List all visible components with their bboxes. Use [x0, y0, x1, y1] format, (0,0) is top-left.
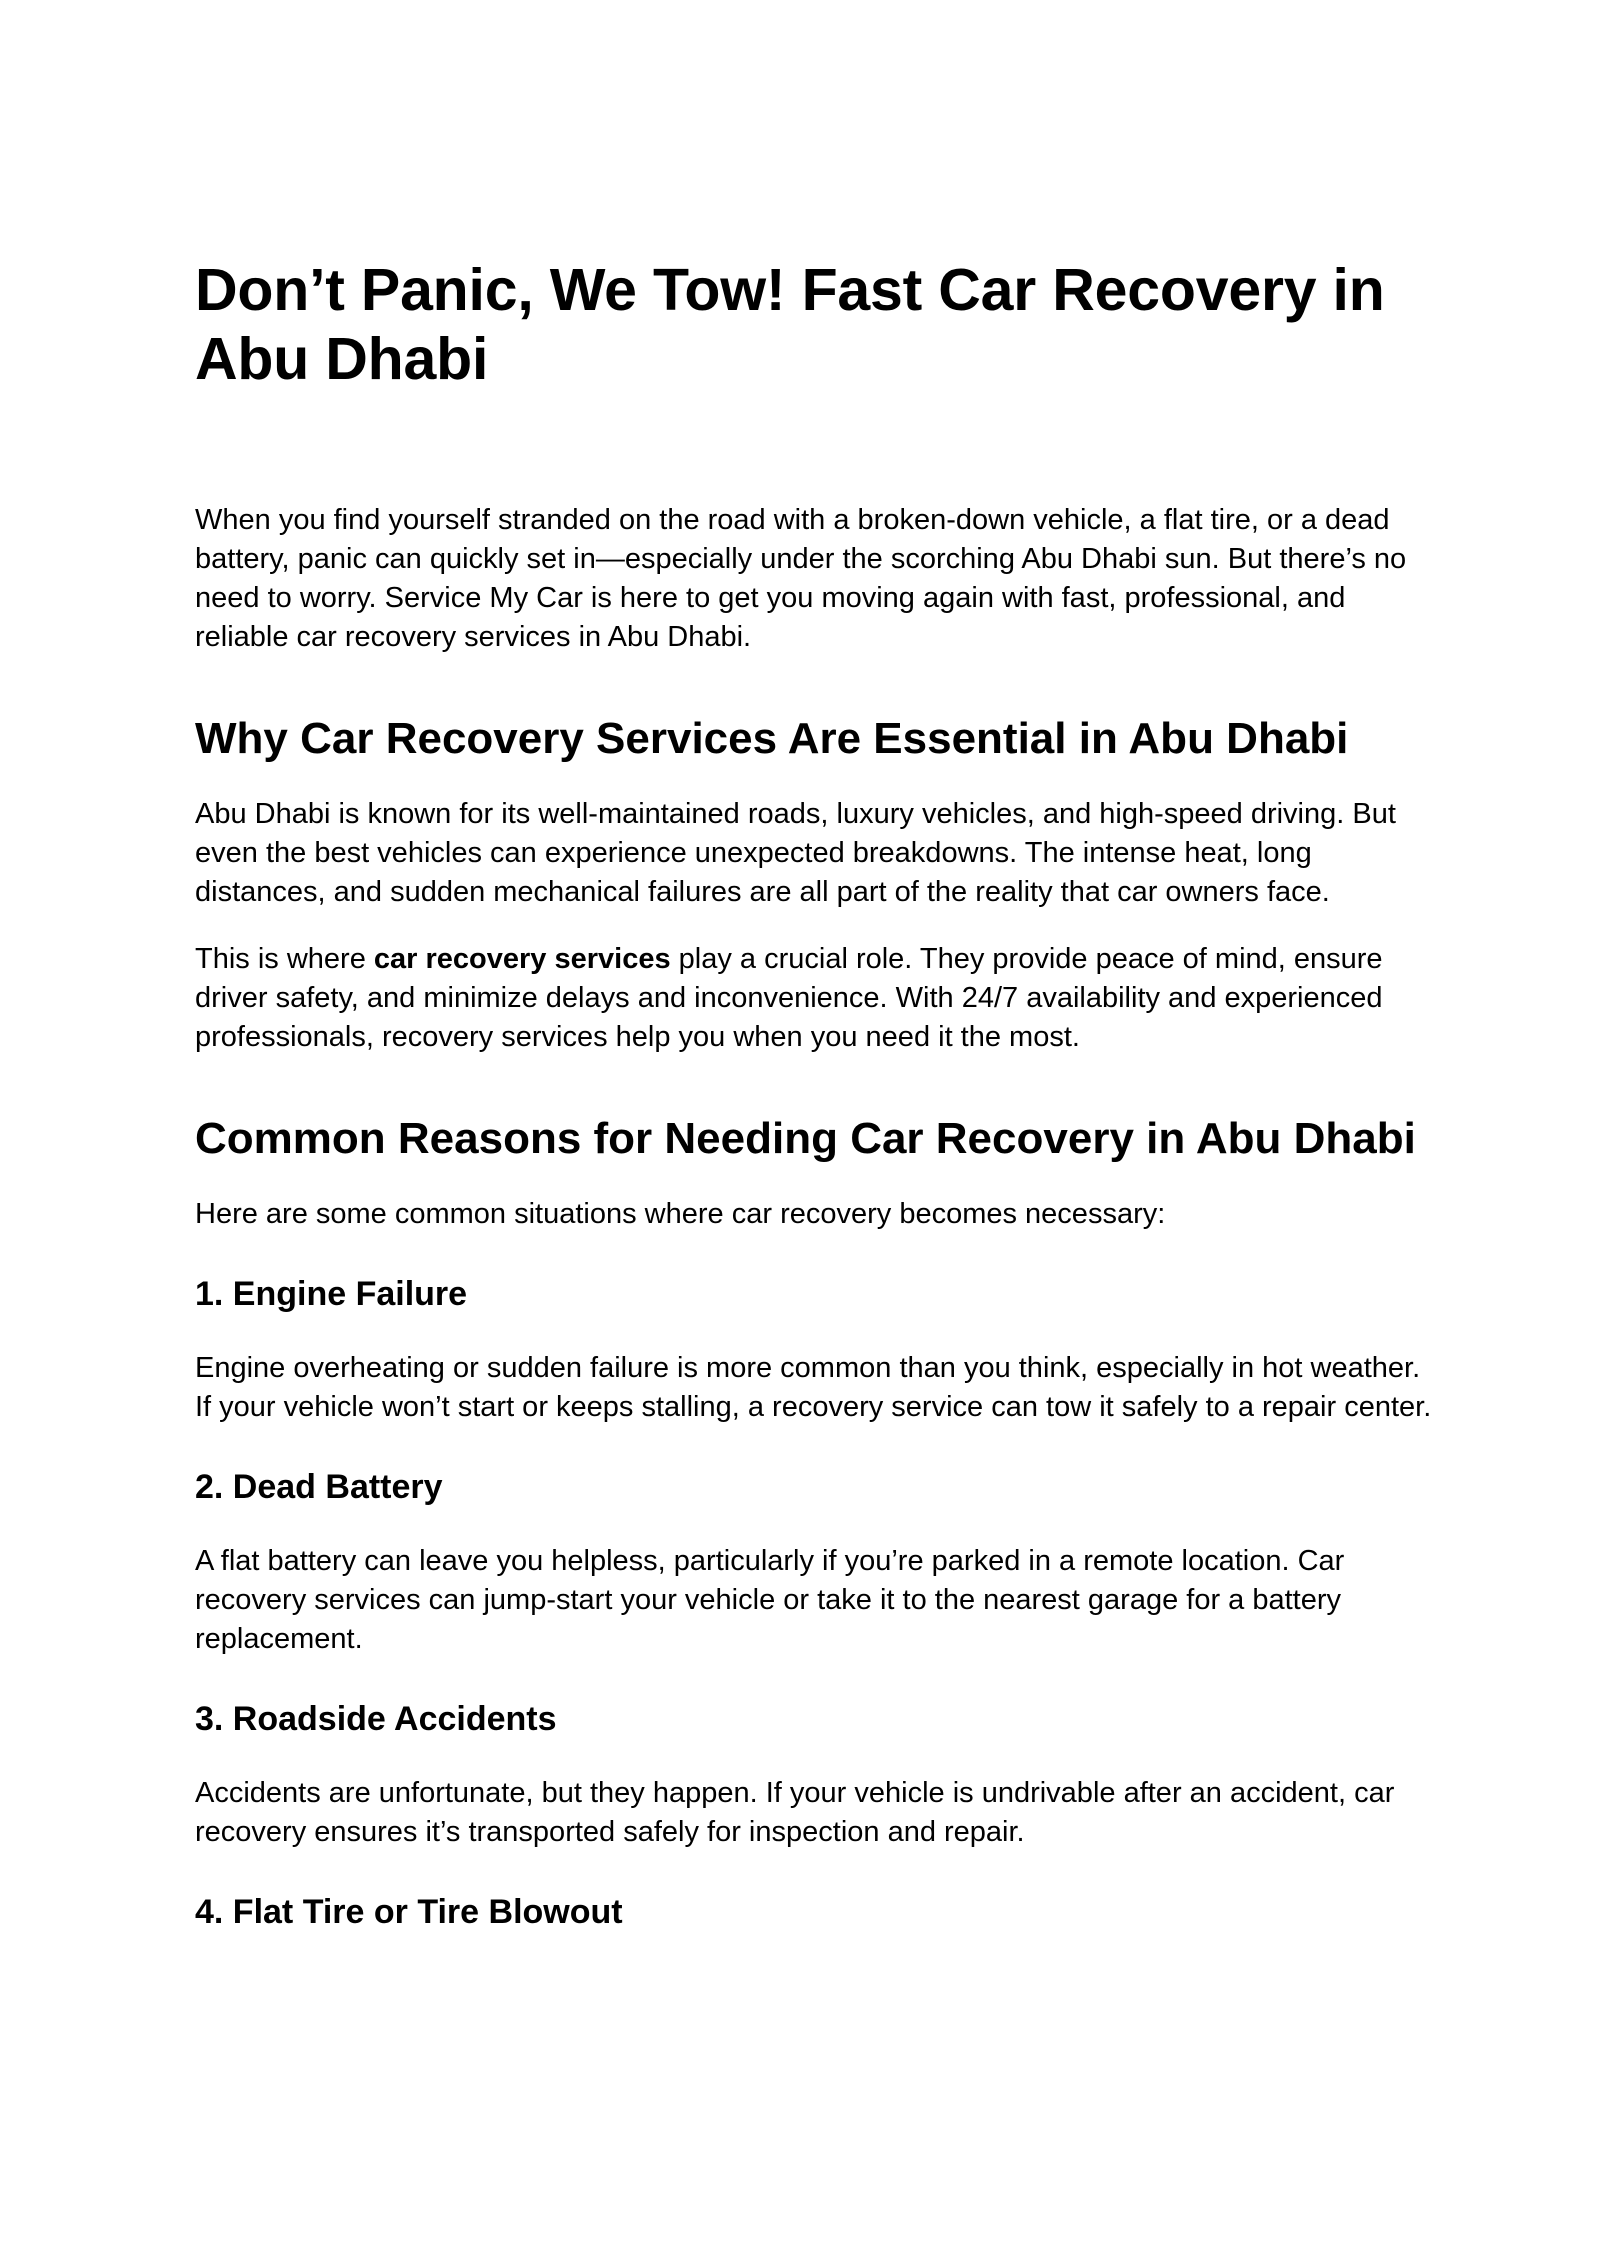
intro-paragraph: When you find yourself stranded on the road with a broken-down vehicle, a flat tire, or a dead battery, panic can quickly set in—especially under the scorching Abu Dhabi sun. But there’s no need to worry. Service My Car is here to get you moving again with fast, professional, and reliable car recovery services in Abu Dhabi.	[195, 504, 1407, 653]
paragraph-recovery-role-end: play a crucial role. They provide peace of mind, ensure driver safety, and minimize delays and inconvenience. With 24/7 availability and experienced professionals, recovery services help you when you need it the most.	[195, 943, 1383, 1053]
paragraph-roadside-accidents: Accidents are unfortunate, but they happen. If your vehicle is undrivable after an accident, car recovery ensures it’s transported safely for inspection and repair.	[195, 1777, 1395, 1848]
bold-car-recovery-services: car recovery services	[373, 943, 671, 975]
subheading-engine-failure: 1. Engine Failure	[195, 1275, 468, 1313]
subheading-dead-battery: 2. Dead Battery	[195, 1468, 443, 1506]
section-heading-common-reasons: Common Reasons for Needing Car Recovery in Abu Dhabi	[195, 1114, 1416, 1163]
paragraph-common-situations: Here are some common situations where car recovery becomes necessary:	[195, 1198, 1166, 1230]
section-heading-why-essential: Why Car Recovery Services Are Essential in Abu Dhabi	[195, 714, 1349, 763]
subheading-flat-tire: 4. Flat Tire or Tire Blowout	[195, 1893, 623, 1931]
paragraph-recovery-role-start: This is where	[195, 943, 374, 975]
paragraph-abu-dhabi-roads: Abu Dhabi is known for its well-maintained roads, luxury vehicles, and high-speed driving. But even the best vehicles can experience unexpected breakdowns. The intense heat, long distances, and sudden mechanical failures are all part of the reality that car owners face.	[195, 798, 1396, 908]
paragraph-recovery-role	[195, 940, 1435, 1057]
document-page	[195, 256, 1435, 1967]
subheading-roadside-accidents: 3. Roadside Accidents	[195, 1700, 557, 1738]
paragraph-engine-failure: Engine overheating or sudden failure is more common than you think, especially in hot weather. If your vehicle won’t start or keeps stalling, a recovery service can tow it safely to a repair center.	[195, 1352, 1432, 1423]
paragraph-dead-battery: A flat battery can leave you helpless, particularly if you’re parked in a remote location. Car recovery services can jump-start your vehicle or take it to the nearest garage for a battery replacement.	[195, 1545, 1345, 1655]
document-title: Don’t Panic, We Tow! Fast Car Recovery in Abu Dhabi	[195, 257, 1385, 392]
